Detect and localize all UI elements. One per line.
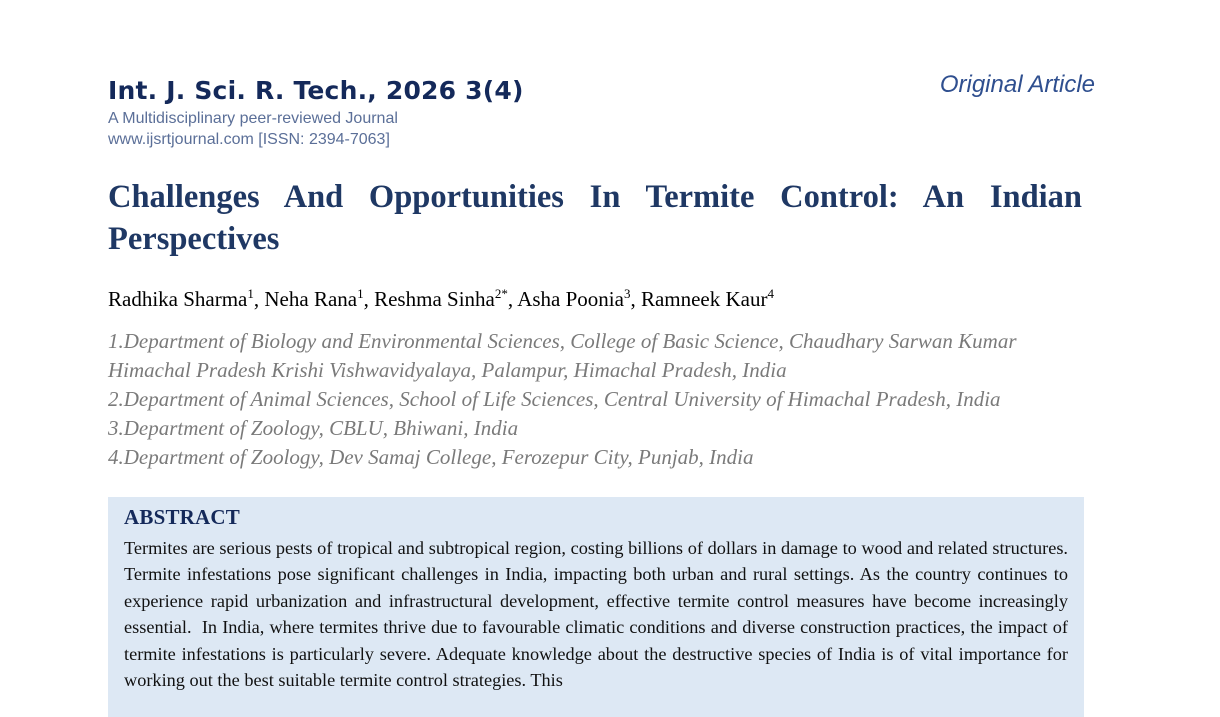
author-list [108, 287, 774, 312]
affiliation-line: 3.Department of Zoology, CBLU, Bhiwani, India [108, 416, 519, 440]
author-separator: , [507, 287, 518, 311]
abstract-heading: ABSTRACT [124, 505, 240, 529]
author-name: Radhika Sharma [108, 287, 248, 311]
author-separator: , [363, 287, 375, 311]
author [517, 287, 641, 311]
affiliation-line: 2.Department of Animal Sciences, School of Life Sciences, Central University of Himachal Pradesh, India [108, 387, 1001, 411]
journal-website-issn: www.ijsrtjournal.com [ISSN: 2394-7063] [108, 131, 390, 148]
journal-subtitle: A Multidisciplinary peer-reviewed Journal [108, 110, 398, 127]
affiliation-list [108, 327, 1088, 472]
article-type-label: Original Article [939, 71, 1095, 98]
author-affiliation-marker: 4 [767, 286, 774, 301]
author-affiliation-marker: 1 [247, 286, 254, 301]
author-affiliation-marker: 2* [494, 286, 508, 301]
author-name: Reshma Sinha [374, 287, 495, 311]
paper-title: Challenges And Opportunities In Termite Control: An Indian Perspectives [108, 179, 1082, 257]
affiliation-line: Himachal Pradesh Krishi Vishwavidyalaya, Palampur, Himachal Pradesh, India [108, 358, 787, 382]
journal-title: Int. J. Sci. R. Tech., 2026 3(4) [108, 76, 524, 105]
author-name: Neha Rana [264, 287, 358, 311]
author-separator: , [253, 287, 265, 311]
author [641, 287, 774, 311]
author-name: Ramneek Kaur [640, 287, 768, 311]
affiliation-line: 1.Department of Biology and Environmental Sciences, College of Basic Science, Chaudhary Sarwan Kumar [108, 329, 1017, 353]
abstract-body: Termites are serious pests of tropical and subtropical region, costing billions of dollars in damage to wood and related structures. Termite infestations pose significant challenges in India, impacting both urban and rural settings. As the country continues to experience rapid urbanization and infrastructural development, effective termite control measures have become increasingly essential. In India, where termites thrive due to favourable climatic conditions and diverse construction practices, the impact of termite infestations is particularly severe. Adequate knowledge about the destructive species of India is of vital importance for working out the best suitable termite control strategies. This [124, 538, 1073, 691]
journal-header [108, 74, 524, 150]
author [108, 287, 264, 311]
affiliation-line: 4.Department of Zoology, Dev Samaj College, Ferozepur City, Punjab, India [108, 445, 754, 469]
author-affiliation-marker: 1 [357, 286, 364, 301]
author [264, 287, 374, 311]
author [374, 287, 517, 311]
author-name: Asha Poonia [517, 287, 624, 311]
author-separator: , [630, 287, 641, 311]
abstract-box [108, 497, 1084, 717]
author-affiliation-marker: 3 [623, 286, 631, 301]
